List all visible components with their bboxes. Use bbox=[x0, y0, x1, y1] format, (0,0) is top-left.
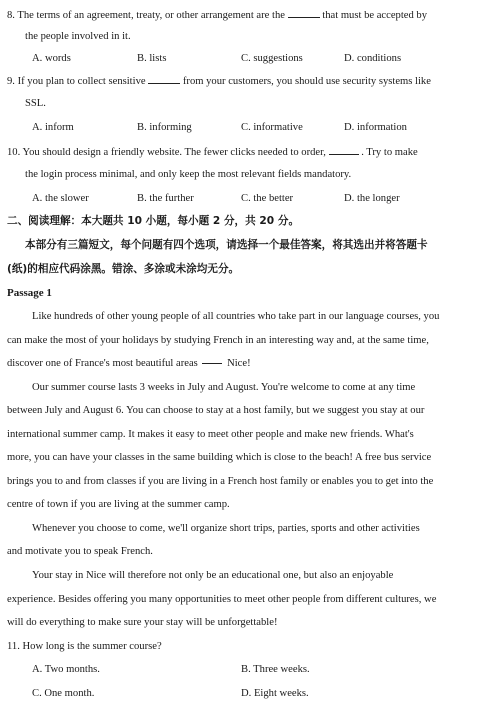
q10-stem-b: . Try to make bbox=[361, 147, 418, 158]
passage-line: Your stay in Nice will therefore not only be an educational one, but also an enjoyable bbox=[32, 570, 394, 581]
q10-option-b: B. the further bbox=[137, 193, 194, 204]
q10-option-a: A. the slower bbox=[32, 193, 89, 204]
q11-option-d: D. Eight weeks. bbox=[241, 688, 309, 699]
passage-line: Our summer course lasts 3 weeks in July and August. You're welcome to come at any time bbox=[32, 382, 416, 393]
q9-blank bbox=[148, 74, 180, 84]
q8-option-d: D. conditions bbox=[344, 53, 402, 64]
q9-option-d: D. information bbox=[344, 122, 407, 133]
q10-stem-a: 10. You should design a friendly website. The fewer clicks needed to order, bbox=[7, 147, 326, 158]
q10-stem-c: the login process minimal, and only keep the most relevant fields mandatory. bbox=[25, 169, 352, 180]
passage-line-text: Nice! bbox=[227, 358, 251, 369]
section2-heading: 二、阅读理解：本大题共 10 小题，每小题 2 分，共 20 分。 bbox=[7, 215, 300, 227]
passage-line-with-dash bbox=[7, 357, 481, 371]
q10-stem-line1 bbox=[7, 145, 481, 160]
q11-option-a: A. Two months. bbox=[32, 664, 100, 675]
passage-line: international summer camp. It makes it easy to meet other people and make new friends. What's bbox=[7, 429, 414, 440]
passage-line-text: discover one of France's most beautiful areas bbox=[7, 358, 198, 369]
q9-stem-b: from your customers, you should use security systems like bbox=[182, 76, 431, 87]
q9-stem-line1 bbox=[7, 74, 481, 89]
q8-option-a: A. words bbox=[32, 53, 71, 64]
q8-stem-b: that must be accepted by bbox=[322, 10, 428, 21]
passage-title: Passage 1 bbox=[7, 287, 52, 299]
passage-line: can make the most of your holidays by studying French in an interesting way and, at the same time, bbox=[7, 335, 429, 346]
passage-line: will do everything to make sure your stay will be unforgettable! bbox=[7, 617, 278, 628]
q10-option-c: C. the better bbox=[241, 193, 294, 204]
passage-line: more, you can have your classes in the same building which is close to the beach! A free bus service bbox=[7, 452, 432, 463]
passage-line: brings you to and from classes if you are living in a French host family or enables you to get into the bbox=[7, 476, 434, 487]
q9-option-a: A. inform bbox=[32, 122, 74, 133]
q11-stem: 11. How long is the summer course? bbox=[7, 641, 162, 652]
passage-line: between July and August 6. You can choose to stay at a host family, but we suggest you stay at our bbox=[7, 405, 425, 416]
section2-instruction-2: (纸)的相应代码涂黑。错涂、多涂或未涂均无分。 bbox=[7, 263, 240, 275]
q11-option-b: B. Three weeks. bbox=[241, 664, 310, 675]
q10-option-d: D. the longer bbox=[344, 193, 400, 204]
section2-instruction-1: 本部分有三篇短文，每个问题有四个选项，请选择一个最佳答案，将其选出并将答题卡 bbox=[25, 239, 428, 251]
passage-line: experience. Besides offering you many opportunities to meet other people from different cultures, we bbox=[7, 594, 437, 605]
q8-stem-line1 bbox=[7, 8, 481, 23]
q9-option-b: B. informing bbox=[137, 122, 192, 133]
q8-stem-a: 8. The terms of an agreement, treaty, or other arrangement are the bbox=[7, 10, 285, 21]
passage-line: and motivate you to speak French. bbox=[7, 546, 153, 557]
q8-blank bbox=[288, 8, 320, 18]
q8-option-c: C. suggestions bbox=[241, 53, 303, 64]
q11-option-c: C. One month. bbox=[32, 688, 95, 699]
passage-line: Whenever you choose to come, we'll organize short trips, parties, sports and other activities bbox=[32, 523, 420, 534]
passage-line: Like hundreds of other young people of all countries who take part in our language courses, you bbox=[32, 311, 440, 322]
q9-stem-a: 9. If you plan to collect sensitive bbox=[7, 76, 146, 87]
passage-line: centre of town if you are living at the summer camp. bbox=[7, 499, 230, 510]
em-dash bbox=[202, 363, 222, 364]
q9-stem-c: SSL. bbox=[25, 98, 46, 109]
q10-blank bbox=[329, 145, 359, 155]
q8-option-b: B. lists bbox=[137, 53, 167, 64]
q9-option-c: C. informative bbox=[241, 122, 303, 133]
q8-stem-c: the people involved in it. bbox=[25, 31, 131, 42]
